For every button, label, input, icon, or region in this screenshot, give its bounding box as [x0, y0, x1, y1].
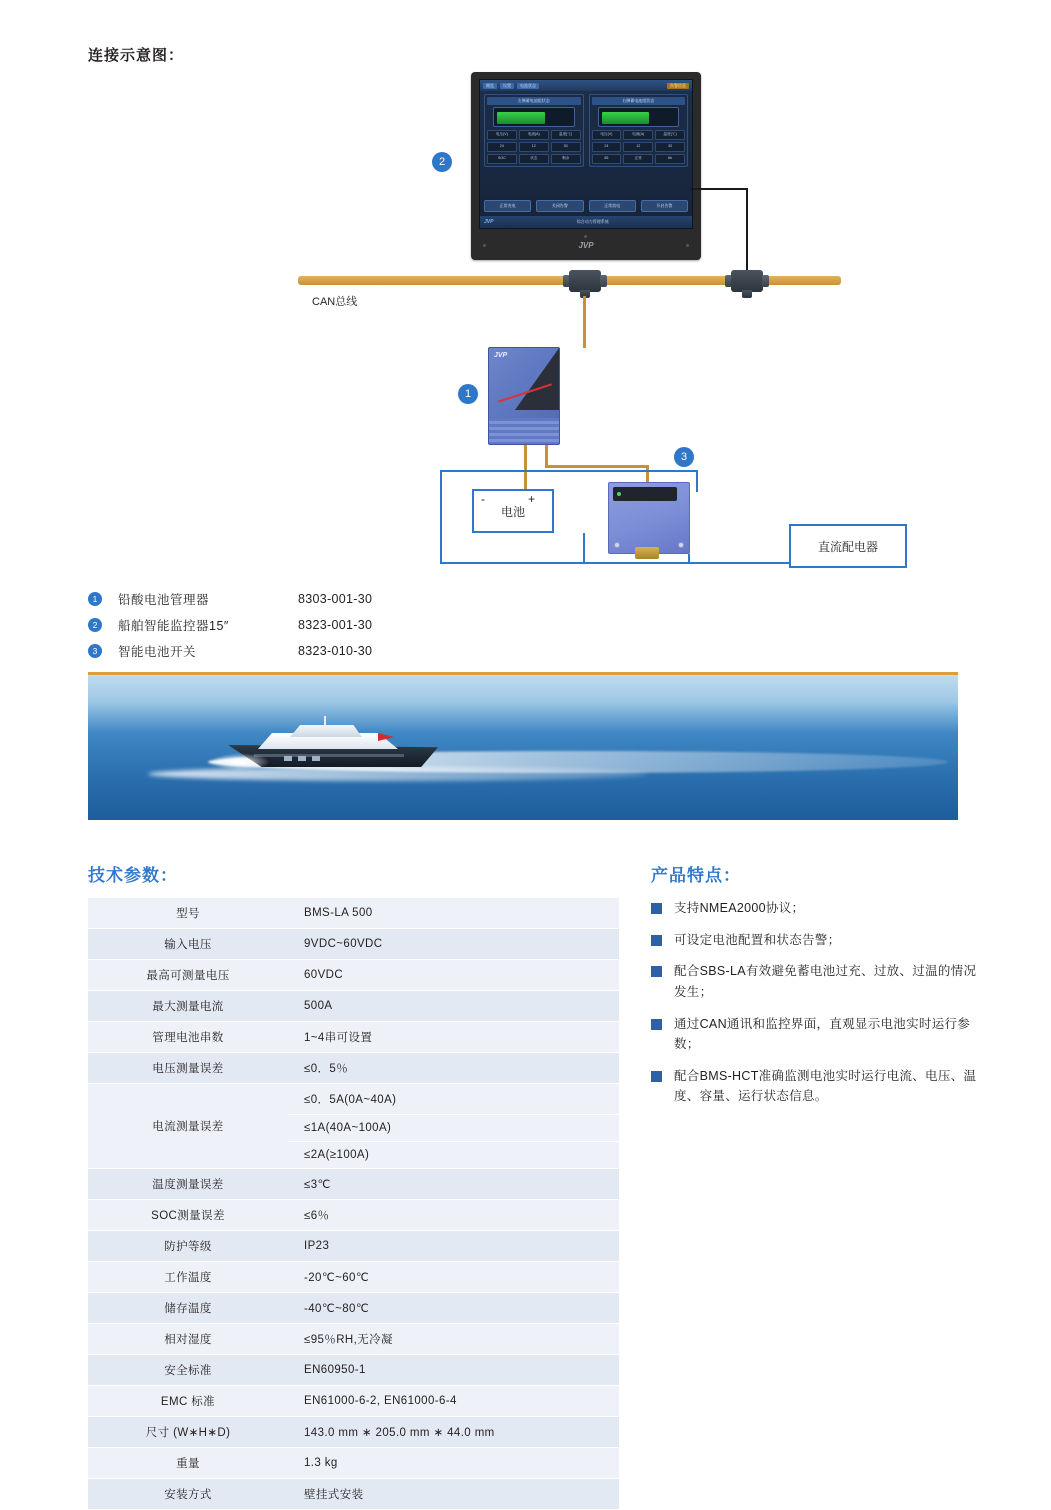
spec-key: 防护等级 — [88, 1231, 288, 1262]
monitor-button-row — [484, 200, 688, 212]
monitor-cell: 24 — [487, 142, 517, 152]
spec-key: 工作温度 — [88, 1262, 288, 1293]
battery-box: 电池 — [472, 489, 554, 533]
diagram-section-title: 连接示意图： — [88, 47, 185, 64]
spec-key-current-error: 电流测量误差 — [88, 1084, 288, 1169]
monitor-network-cable — [690, 188, 748, 190]
blue-wire-left-vertical — [440, 470, 442, 564]
table-row — [88, 1324, 619, 1355]
spec-value: ≤3℃ — [288, 1169, 619, 1200]
spec-value: 143.0 mm ∗ 205.0 mm ∗ 44.0 mm — [288, 1417, 619, 1448]
monitor-panel-right — [589, 94, 689, 167]
monitor-tab-settings: 设置 — [500, 83, 514, 89]
spec-key: 管理电池串数 — [88, 1022, 288, 1053]
bullet-square-icon — [651, 1019, 662, 1030]
table-row — [88, 1386, 619, 1417]
spec-value: BMS-LA 500 — [288, 898, 619, 929]
blue-wire-switch-drop — [688, 554, 690, 564]
spec-value: EN60950-1 — [288, 1355, 619, 1386]
smart-battery-switch-device — [608, 482, 690, 554]
monitor-cell: 电压(V) — [487, 130, 517, 140]
legend-item-code: 8323-001-30 — [298, 618, 373, 632]
list-item — [651, 898, 981, 919]
spec-value: EN61000-6-2, EN61000-6-4 — [288, 1386, 619, 1417]
legend-item-name: 铅酸电池管理器 — [118, 593, 210, 607]
list-item — [651, 930, 981, 951]
spec-key: 输入电压 — [88, 929, 288, 960]
battery-gauge-right-icon — [598, 107, 680, 127]
table-row — [88, 1262, 619, 1293]
blue-wire-top-horizontal — [440, 470, 698, 472]
spec-value: ≤0．5A(0A~40A) — [288, 1084, 619, 1115]
feature-text: 通过CAN通讯和监控界面，直观显示电池实时运行参数； — [674, 1016, 971, 1052]
product-features-list — [651, 898, 981, 1118]
monitor-button-enable-alarm: 开启告警 — [641, 200, 688, 212]
monitor-cell: 85 — [592, 154, 622, 164]
blue-wire-battery-drop — [583, 533, 585, 563]
manager-to-switch-cable-v — [545, 445, 548, 467]
table-row — [88, 960, 619, 991]
blue-wire-to-switch — [696, 470, 698, 492]
list-item — [651, 961, 981, 1002]
spec-key: 安全标准 — [88, 1355, 288, 1386]
monitor-panel-right-title: 右侧蓄电池组状态 — [592, 97, 686, 105]
spec-key: 相对湿度 — [88, 1324, 288, 1355]
legend-item — [88, 586, 608, 612]
bullet-square-icon — [651, 1071, 662, 1082]
monitor-panels — [484, 94, 688, 167]
diagram-bullet-1: 1 — [458, 384, 478, 404]
diagram-legend — [88, 586, 608, 664]
monitor-cell: 24 — [592, 142, 622, 152]
table-row — [88, 1084, 619, 1115]
table-row — [88, 991, 619, 1022]
monitor-cell: 正常 — [623, 154, 653, 164]
spec-value: 壁挂式安装 — [288, 1479, 619, 1510]
battery-negative-terminal-label: - — [481, 492, 485, 506]
monitor-indicator-center-icon — [584, 235, 587, 238]
monitor-cell: 剩余 — [551, 154, 581, 164]
legend-bullet-icon: 1 — [88, 592, 102, 606]
monitor-indicator-right-icon — [686, 244, 689, 247]
spec-key: 尺寸 (W∗H∗D) — [88, 1417, 288, 1448]
monitor-right-grid — [592, 130, 686, 164]
legend-item — [88, 612, 608, 638]
spec-value: ≤2A(≥100A) — [288, 1142, 619, 1169]
table-row — [88, 1169, 619, 1200]
bullet-square-icon — [651, 966, 662, 977]
monitor-cell: 6h — [655, 154, 685, 164]
can-tee-connector-right — [725, 270, 769, 292]
spec-key: 最大测量电流 — [88, 991, 288, 1022]
spec-value: 1.3 kg — [288, 1448, 619, 1479]
features-title-colon: ： — [723, 866, 741, 885]
table-row — [88, 1053, 619, 1084]
table-row — [88, 929, 619, 960]
monitor-cell: SOC — [487, 154, 517, 164]
spec-value: 9VDC~60VDC — [288, 929, 619, 960]
yacht-photo-banner — [88, 672, 958, 820]
monitor-left-grid — [487, 130, 581, 164]
list-item — [651, 1014, 981, 1055]
monitor-button-charge: 正常充电 — [484, 200, 531, 212]
legend-bullet-icon: 3 — [88, 644, 102, 658]
spec-section-title — [88, 861, 178, 886]
dc-distribution-box: 直流配电器 — [789, 524, 907, 568]
legend-item — [88, 638, 608, 664]
monitor-button-mute-alarm: 关闭告警 — [536, 200, 583, 212]
monitor-tab-overview: 概览 — [483, 83, 497, 89]
spec-value: IP23 — [288, 1231, 619, 1262]
battery-positive-terminal-label: + — [528, 492, 536, 506]
monitor-cell: 30 — [551, 142, 581, 152]
spec-value: 500A — [288, 991, 619, 1022]
table-row — [88, 1200, 619, 1231]
monitor-cell: 电流(A) — [623, 130, 653, 140]
spec-value: 1~4串可设置 — [288, 1022, 619, 1053]
spec-key: 温度测量误差 — [88, 1169, 288, 1200]
marine-monitor-device — [471, 72, 701, 260]
feature-text: 可设定电池配置和状态告警； — [674, 932, 841, 947]
yacht-illustration — [228, 719, 438, 767]
legend-item-name: 智能电池开关 — [118, 645, 197, 659]
monitor-tab-battery-status: 电池状态 — [517, 83, 539, 89]
monitor-screen — [479, 79, 693, 229]
table-row — [88, 1448, 619, 1479]
monitor-cell: 状态 — [519, 154, 549, 164]
monitor-cell: 温度(℃) — [551, 130, 581, 140]
can-tee-connector-left — [563, 270, 607, 292]
feature-text: 配合SBS-LA有效避免蓄电池过充、过放、过温的情况发生； — [674, 964, 977, 999]
spec-key: SOC测量误差 — [88, 1200, 288, 1231]
bullet-square-icon — [651, 903, 662, 914]
spec-key: 安装方式 — [88, 1479, 288, 1510]
monitor-status-bar — [480, 216, 692, 228]
table-row — [88, 1479, 619, 1510]
diagram-bullet-3: 3 — [674, 447, 694, 467]
list-item — [651, 1066, 981, 1107]
manager-to-switch-cable-h — [545, 465, 649, 468]
connection-diagram — [0, 0, 1051, 660]
legend-item-name: 船舶智能监控器15″ — [118, 619, 229, 633]
spec-key: 电压测量误差 — [88, 1053, 288, 1084]
device-logo: JVP — [494, 352, 508, 359]
can-bus-label: CAN总线 — [312, 296, 358, 308]
monitor-system-title: 综合动力管理系统 — [576, 219, 609, 224]
battery-gauge-left-icon — [493, 107, 575, 127]
spec-value: ≤0．5％ — [288, 1053, 619, 1084]
spec-value: 60VDC — [288, 960, 619, 991]
can-drop-cable — [583, 296, 586, 348]
blue-wire-bottom-horizontal — [440, 562, 790, 564]
monitor-cell: 电压(V) — [592, 130, 622, 140]
spec-key: EMC 标准 — [88, 1386, 288, 1417]
spec-value: ≤1A(40A~100A) — [288, 1115, 619, 1142]
spec-key: 型号 — [88, 898, 288, 929]
spec-title-colon: ： — [160, 866, 178, 885]
table-row — [88, 1022, 619, 1053]
monitor-topbar — [480, 80, 692, 91]
bullet-square-icon — [651, 935, 662, 946]
monitor-indicator-left-icon — [483, 244, 486, 247]
table-row — [88, 1355, 619, 1386]
spec-key: 重量 — [88, 1448, 288, 1479]
spec-value: ≤6％ — [288, 1200, 619, 1231]
technical-spec-table — [88, 898, 619, 1510]
spec-value: ≤95％RH,无冷凝 — [288, 1324, 619, 1355]
monitor-cell: 12 — [519, 142, 549, 152]
monitor-cell: 30 — [655, 142, 685, 152]
feature-text: 配合BMS-HCT准确监测电池实时运行电流、电压、温度、容量、运行状态信息。 — [674, 1068, 977, 1104]
lead-acid-battery-manager-device — [488, 347, 560, 445]
spec-title-text: 技术参数 — [88, 866, 160, 885]
table-row — [88, 1417, 619, 1448]
monitor-logo-small: JVP — [484, 219, 494, 225]
features-title-text: 产品特点 — [651, 866, 723, 885]
monitor-network-cable-vertical — [746, 188, 748, 274]
features-section-title — [651, 861, 741, 886]
monitor-panel-left — [484, 94, 584, 167]
legend-item-code: 8303-001-30 — [298, 592, 373, 606]
monitor-panel-left-title: 左侧蓄电池组状态 — [487, 97, 581, 105]
spec-key: 储存温度 — [88, 1293, 288, 1324]
spec-key: 最高可测量电压 — [88, 960, 288, 991]
legend-item-code: 8323-010-30 — [298, 644, 373, 658]
monitor-brand-logo: JVP — [578, 240, 594, 250]
monitor-cell: 温度(℃) — [655, 130, 685, 140]
monitor-cell: 12 — [623, 142, 653, 152]
spec-value: -40℃~80℃ — [288, 1293, 619, 1324]
monitor-cell: 电流(A) — [519, 130, 549, 140]
table-row — [88, 1293, 619, 1324]
spec-value: -20℃~60℃ — [288, 1262, 619, 1293]
diagram-bullet-2: 2 — [432, 152, 452, 172]
legend-bullet-icon: 2 — [88, 618, 102, 632]
manager-to-battery-cable — [524, 445, 527, 491]
table-row — [88, 1231, 619, 1262]
table-row — [88, 898, 619, 929]
monitor-button-discharge: 正常放电 — [589, 200, 636, 212]
feature-text: 支持NMEA2000协议； — [674, 901, 805, 915]
monitor-tab-alarm: 告警信息 — [667, 83, 689, 89]
